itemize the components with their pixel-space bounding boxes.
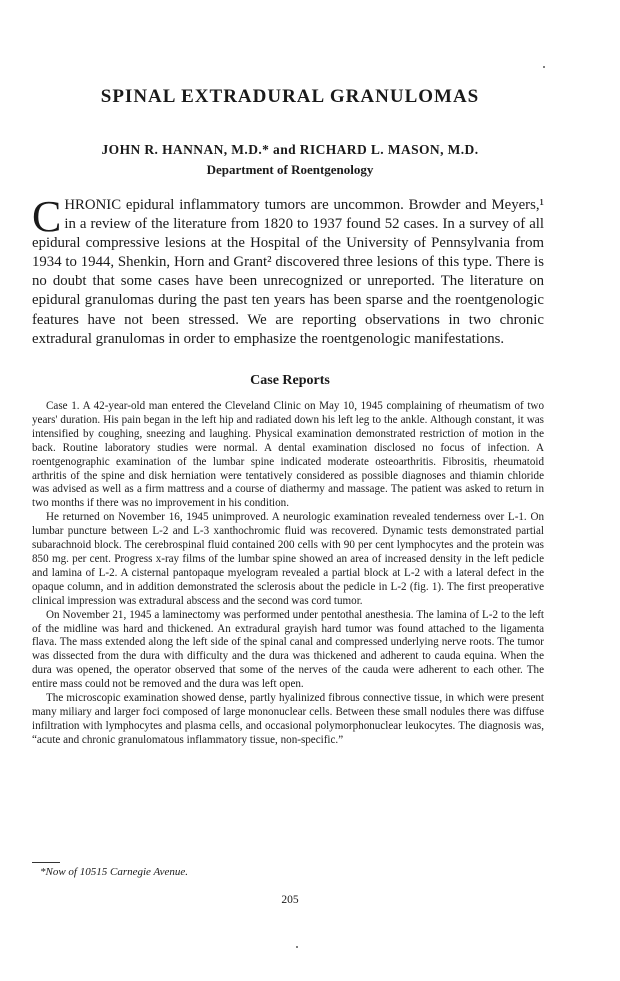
speck-mark [296, 946, 298, 948]
paragraph-laminectomy: On November 21, 1945 a laminectomy was performed under pentothal anesthesia. The lamina of L-2 to the left of the midline was hard and thickened. An extradural grayish hard tumor was found attached to the ligamenta flava. The mass extended along the left side of the spinal canal and compressed underlying nerve roots. The tumor was dissected from the dura with difficulty and the dura was thickened and adherent to cauda equina. When the dura was opened, the operator observed that some of the nerves of the cauda were adherent to each other. The entire mass could not be removed and the dura was left open. [32, 608, 544, 691]
speck-mark [543, 66, 545, 68]
case-label: Case 1. [46, 400, 80, 412]
article-title: SPINAL EXTRADURAL GRANULOMAS [100, 86, 480, 107]
footnote: *Now of 10515 Carnegie Avenue. [40, 866, 188, 878]
intro-text: HRONIC epidural inflammatory tumors are uncommon. Browder and Meyers,¹ in a review of the literature from 1820 to 1937 found 52 cases. In a survey of all epidural compressive lesions at the Hospital of the University of Pennsylvania from 1934 to 1944, Shenkin, Horn and Grant² discovered three lesions of this type. There is no doubt that some cases have been unrecognized or unreported. The literature on epidural granulomas during the past ten years has been sparse and the roentgenologic features have not been stressed. We are reporting observations in two chronic extradural granulomas in order to emphasize the roentgenologic manifestations. [32, 197, 544, 347]
paragraph-case1 [32, 400, 544, 511]
section-heading: Case Reports [250, 373, 330, 388]
case-reports-body [32, 400, 544, 748]
department-line: Department of Roentgenology [206, 162, 374, 177]
intro-paragraph [32, 192, 544, 349]
paragraph-return-visit: He returned on November 16, 1945 unimproved. A neurologic examination revealed tenderness over L-1. On lumbar puncture between L-2 and L-3 xanthochromic fluid was recovered. Dynamic tests demonstrated partial subarachnoid block. The cerebrospinal fluid contained 200 cells with 90 per cent lymphocytes and the protein was 850 mg. per cent. Progress x-ray films of the lumbar spine showed an area of increased density in the left pedicle and lamina of L-2. A cisternal pantopaque myelogram revealed a partial block at L-2 with a lateral defect in the opaque column, and in addition demonstrated the sclerosis about the pedicle in L-2 (fig. 1). The first preoperative clinical impression was extradural abscess and the second was cord tumor. [32, 511, 544, 607]
drop-cap: C [32, 192, 62, 241]
author-line: JOHN R. HANNAN, M.D.* and RICHARD L. MASON, M.D. [101, 142, 479, 157]
page-number: 205 [281, 894, 299, 906]
paragraph-text: A 42-year-old man entered the Cleveland Clinic on May 10, 1945 complaining of rheumatism of two years' duration. His pain began in the left hip and radiated down his left leg to the ankle. Although constant, it was intensified by coughing, sneezing and laughing. Physical examination demonstrated restriction of motion in the back. Routine laboratory studies were normal. A dental examination disclosed no focus of infection. A roentgenographic examination of the lumbar spine indicated moderate osteoarthritis. Fibrositis, rheumatoid arthritis of the spine and disk herniation were tentatively considered as possible diagnoses and thiamin chloride was advised as well as a firm mattress and a course of diathermy and massage. The patient was asked to return in two months if there was no improvement in his condition. [32, 400, 544, 510]
footnote-rule [32, 862, 60, 863]
paragraph-microscopy: The microscopic examination showed dense, partly hyalinized fibrous connective tissue, in which were present many miliary and larger foci composed of large mononuclear cells. Between these small nodules there was diffuse infiltration with lymphocytes and plasma cells, and occasional polymorphonuclear leukocytes. The diagnosis was, “acute and chronic granulomatous inflammatory tissue, non-specific.” [32, 692, 544, 746]
